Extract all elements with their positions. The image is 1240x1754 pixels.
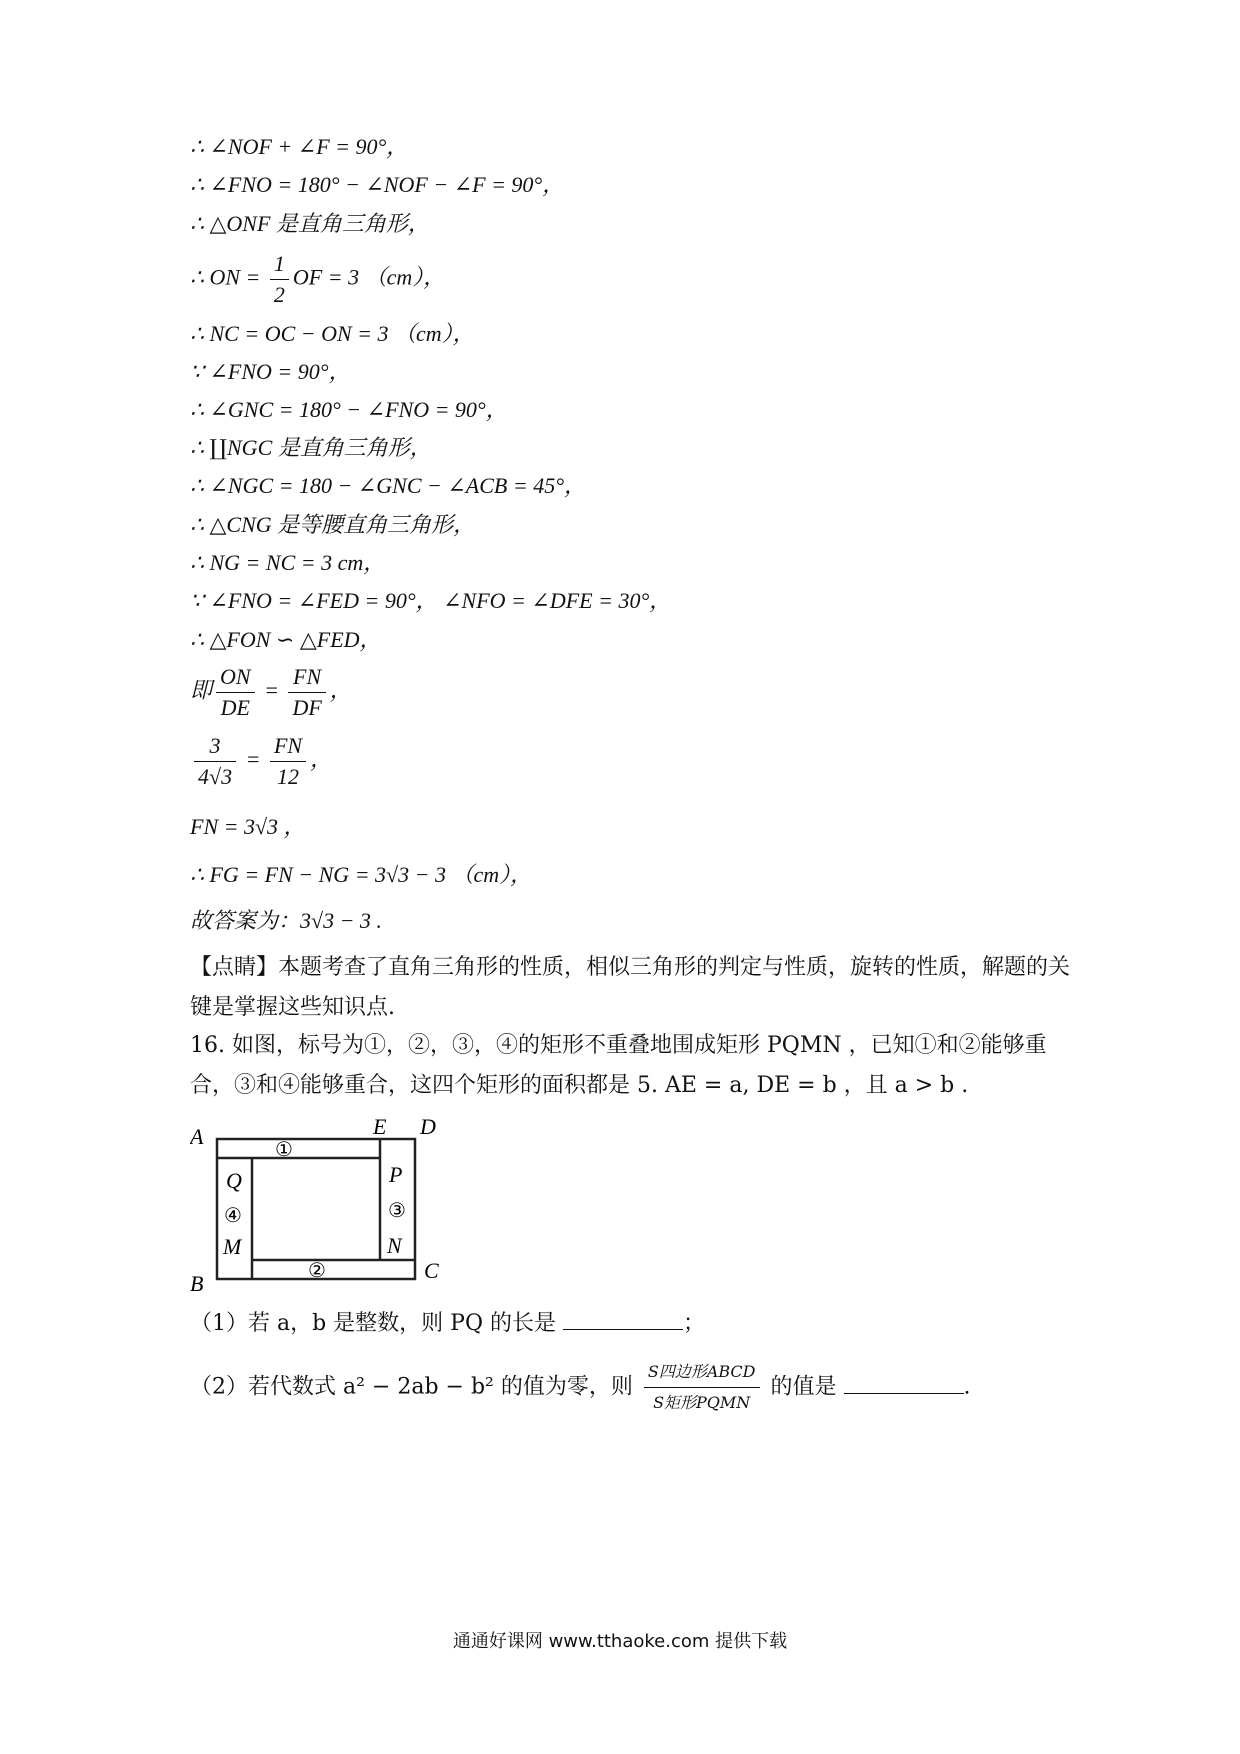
question-2-text: （2）若代数式 a² − 2ab − b² 的值为零，则 — [190, 1374, 633, 1400]
label-c: C — [424, 1258, 439, 1283]
value-right-numerator: FN — [270, 731, 306, 762]
area-ratio-denominator: S矩形PQMN — [653, 1393, 751, 1412]
half-fraction — [270, 249, 289, 310]
label-n: N — [387, 1233, 402, 1258]
value-right-denominator: 12 — [277, 764, 299, 789]
question-2 — [190, 1357, 971, 1418]
ratio-fraction-right — [288, 662, 325, 723]
region-4-label: ④ — [224, 1205, 242, 1227]
value-equals: = — [240, 746, 266, 772]
on-suffix: OF = 3 （cm）， — [292, 264, 446, 290]
ratio-left-numerator: ON — [216, 662, 255, 693]
solution-line-4: ∴ NC = OC − ON = 3 （cm）， — [190, 321, 475, 346]
question-2-end: . — [963, 1374, 971, 1400]
solution-line-5: ∵ ∠FNO = 90°， — [190, 359, 351, 384]
value-suffix: ， — [310, 746, 333, 772]
solution-line-6: ∴ ∠GNC = 180° − ∠FNO = 90°， — [190, 397, 508, 422]
label-a: A — [190, 1124, 204, 1149]
label-p: P — [389, 1162, 403, 1187]
ratio-equals: = — [258, 677, 285, 703]
area-ratio-fraction — [644, 1357, 760, 1418]
rectangle-figure — [190, 1114, 450, 1294]
page-footer: 通通好课网 www.tthaoke.com 提供下载 — [452, 1631, 788, 1652]
question-1-end: ； — [683, 1311, 706, 1336]
value-left-numerator: 3 — [194, 731, 236, 762]
on-prefix: ∴ ON = — [190, 264, 266, 290]
problem-16-statement: 16. 如图，标号为①，②，③，④的矩形不重叠地围成矩形 PQMN ，已知①和②能够重合，③和④能够重合，这四个矩形的面积都是 5. AE = a, DE = b ，且 a > b . — [190, 1033, 1047, 1098]
question-1-text: （1）若 a，b 是整数，则 PQ 的长是 — [190, 1311, 557, 1336]
comment-paragraph: 【点睛】本题考查了直角三角形的性质，相似三角形的判定与性质，旋转的性质，解题的关键是掌握这些知识点. — [190, 955, 1071, 1020]
solution-line-8: ∴ ∠NGC = 180 − ∠GNC − ∠ACB = 45°， — [190, 473, 587, 498]
question-1 — [190, 1307, 705, 1339]
ratio-fraction-left — [216, 662, 255, 723]
area-ratio-numerator: S四边形ABCD — [644, 1357, 760, 1388]
label-m: M — [223, 1234, 242, 1259]
ratio-suffix: ， — [329, 677, 352, 703]
half-denominator: 2 — [273, 282, 285, 307]
solution-line-7: ∴ ∐NGC 是直角三角形， — [190, 435, 432, 460]
half-numerator: 1 — [270, 249, 289, 280]
solution-line-13: FN = 3√3 ， — [190, 814, 306, 839]
solution-line-9: ∴ △CNG 是等腰直角三角形， — [190, 512, 476, 537]
solution-line-3: ∴ △ONF 是直角三角形， — [190, 211, 430, 236]
label-e: E — [373, 1114, 387, 1139]
outer-rectangle-abcd — [217, 1139, 415, 1279]
ratio-right-numerator: FN — [288, 662, 325, 693]
solution-line-12: ∴ △FON ∽ △FED， — [190, 627, 382, 652]
value-left-denominator: 4√3 — [198, 764, 233, 789]
region-2-label: ② — [308, 1260, 326, 1282]
answer-blank-1 — [563, 1307, 683, 1330]
region-1-label: ① — [275, 1139, 293, 1161]
solution-line-15: 故答案为：3√3 − 3 . — [190, 908, 382, 933]
solution-line-11: ∵ ∠FNO = ∠FED = 90°， ∠NFO = ∠DFE = 30°， — [190, 588, 672, 613]
value-equation-line — [190, 731, 332, 792]
region-3-label: ③ — [388, 1200, 406, 1222]
answer-blank-2 — [844, 1371, 964, 1394]
solution-line-2: ∴ ∠FNO = 180° − ∠NOF − ∠F = 90°， — [190, 172, 565, 197]
value-fraction-left — [194, 731, 236, 792]
ratio-right-denominator: DF — [292, 695, 322, 720]
label-q: Q — [226, 1168, 242, 1193]
value-fraction-right — [270, 731, 306, 792]
on-equation-line — [190, 249, 445, 310]
question-2-suffix: 的值是 — [770, 1374, 837, 1400]
solution-line-14: ∴ FG = FN − NG = 3√3 − 3 （cm）， — [190, 862, 533, 887]
ratio-prefix: 即 — [190, 677, 213, 703]
solution-line-10: ∴ NG = NC = 3 cm， — [190, 550, 386, 575]
ratio-left-denominator: DE — [220, 695, 250, 720]
label-b: B — [190, 1271, 204, 1294]
ratio-equation-line — [190, 662, 352, 723]
label-d: D — [420, 1114, 436, 1139]
solution-line-1: ∴ ∠NOF + ∠F = 90°， — [190, 134, 409, 159]
